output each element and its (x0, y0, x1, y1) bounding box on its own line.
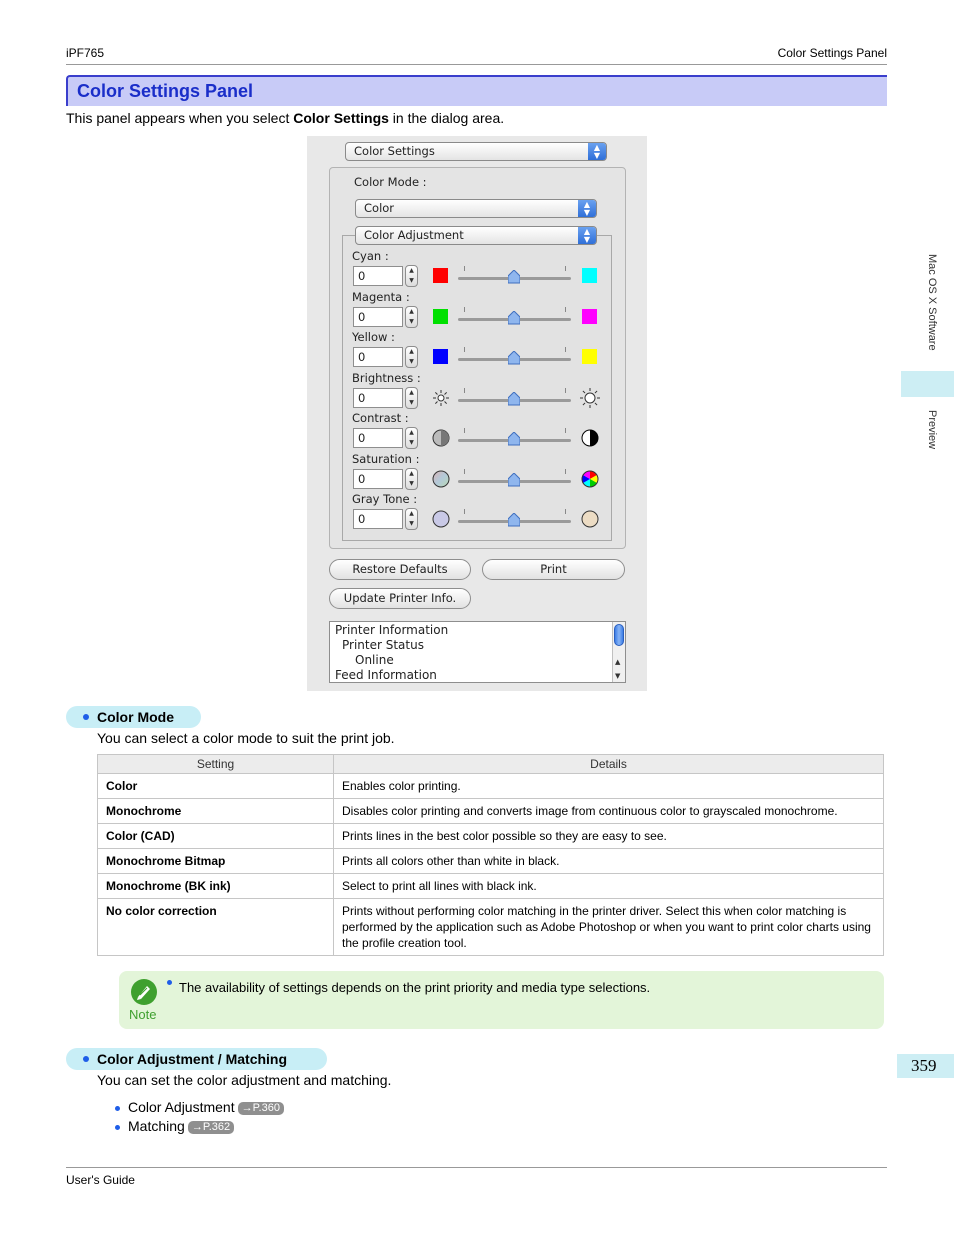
link-color-adjustment[interactable]: Color Adjustment →P.360 (128, 1099, 284, 1115)
table-header-setting: Setting (98, 755, 334, 774)
table-row (98, 774, 884, 799)
table-cell-details: Select to print all lines with black ink. (334, 874, 884, 899)
gray-cool-icon (431, 509, 451, 529)
yellow-swatch-icon (582, 349, 597, 364)
slider-tick (464, 509, 465, 514)
intro-text: This panel appears when you select Color Settings in the dialog area. (66, 110, 505, 126)
color-mode-table (97, 754, 884, 956)
table-cell-setting: Monochrome (98, 799, 334, 824)
slider-tick (565, 347, 566, 352)
bullet-icon (83, 714, 89, 720)
printer-info-list[interactable] (329, 621, 626, 683)
scroll-thumb[interactable] (614, 624, 624, 646)
link-matching[interactable]: Matching →P.362 (128, 1118, 234, 1134)
slider-tick (565, 307, 566, 312)
color-mode-description: You can select a color mode to suit the print job. (97, 730, 395, 746)
slider-thumb[interactable] (508, 432, 520, 446)
table-cell-setting: Color (98, 774, 334, 799)
footer-divider (66, 1167, 887, 1168)
table-header-details: Details (334, 755, 884, 774)
note-box (119, 971, 884, 1029)
table-row (98, 824, 884, 849)
list-item: Printer Status (342, 638, 424, 652)
table-row (98, 849, 884, 874)
slider-thumb[interactable] (508, 392, 520, 406)
header-model: iPF765 (66, 46, 105, 60)
scroll-down-icon[interactable]: ▼ (615, 672, 621, 680)
section-heading-color-adjustment-matching: Color Adjustment / Matching (66, 1048, 327, 1070)
slider-tick (464, 307, 465, 312)
slider-tick (464, 266, 465, 271)
color-mode-label: Color Mode : (354, 175, 427, 189)
page-title: Color Settings Panel (77, 81, 254, 101)
green-swatch-icon (433, 309, 448, 324)
blue-swatch-icon (433, 349, 448, 364)
slider-label: Yellow : (352, 330, 395, 344)
page-title-bar (66, 75, 887, 106)
intro-bold: Color Settings (293, 110, 389, 126)
sun-large-icon (580, 388, 600, 408)
slider-thumb[interactable] (508, 311, 520, 325)
page-ref-badge[interactable]: →P.362 (188, 1121, 234, 1134)
note-text: The availability of settings depends on the print priority and media type selections. (179, 980, 651, 995)
contrast-low-icon (431, 428, 451, 448)
table-cell-details: Prints lines in the best color possible so they are easy to see. (334, 824, 884, 849)
slider-value-field[interactable]: 0 (353, 347, 403, 367)
popup-arrows-icon: ▲ ▼ (578, 227, 596, 244)
table-cell-setting: Color (CAD) (98, 824, 334, 849)
section-heading-color-mode: Color Mode (66, 706, 201, 728)
slider-value-field[interactable]: 0 (353, 469, 403, 489)
value-stepper[interactable]: ▲ ▼ (405, 508, 418, 530)
scroll-up-icon[interactable]: ▲ (615, 658, 621, 666)
page-ref-badge[interactable]: →P.360 (238, 1102, 284, 1115)
update-printer-info-button[interactable]: Update Printer Info. (329, 588, 471, 609)
list-scrollbar[interactable] (612, 622, 625, 682)
value-stepper[interactable]: ▲ ▼ (405, 265, 418, 287)
list-item: Printer Information (335, 623, 449, 637)
table-cell-details: Prints all colors other than white in black. (334, 849, 884, 874)
slider-tick (565, 428, 566, 433)
value-stepper[interactable]: ▲ ▼ (405, 306, 418, 328)
slider-tick (464, 469, 465, 474)
value-stepper[interactable]: ▲ ▼ (405, 468, 418, 490)
slider-tick (565, 388, 566, 393)
slider-label: Cyan : (352, 249, 389, 263)
slider-tick (565, 509, 566, 514)
popup-arrows-icon: ▲ ▼ (578, 200, 596, 217)
slider-tick (565, 266, 566, 271)
slider-value-field[interactable]: 0 (353, 307, 403, 327)
table-row (98, 799, 884, 824)
slider-value-field[interactable]: 0 (353, 388, 403, 408)
slider-label: Magenta : (352, 289, 410, 304)
list-item: Online (355, 653, 394, 667)
saturation-low-icon (431, 469, 451, 489)
table-cell-details: Disables color printing and converts image from continuous color to grayscaled monochrome. (334, 799, 884, 824)
contrast-high-icon (580, 428, 600, 448)
pencil-icon (131, 979, 157, 1005)
page-number: 359 (897, 1054, 954, 1078)
color-adjustment-popup[interactable]: Color Adjustment ▲ ▼ (355, 226, 597, 245)
slider-value-field[interactable]: 0 (353, 509, 403, 529)
slider-label: Contrast : (352, 411, 409, 425)
side-tab-preview[interactable]: Preview (926, 410, 938, 450)
slider-label: Saturation : (352, 451, 420, 466)
slider-value-field[interactable]: 0 (353, 266, 403, 286)
footer-text: User's Guide (66, 1173, 135, 1187)
slider-thumb[interactable] (508, 513, 520, 527)
side-tab-indicator (901, 371, 954, 397)
print-button[interactable]: Print (482, 559, 625, 580)
header-divider (66, 64, 887, 65)
value-stepper[interactable]: ▲ ▼ (405, 387, 418, 409)
bullet-icon (167, 980, 172, 985)
panel-select-popup[interactable]: Color Settings ▲ ▼ (345, 142, 607, 161)
color-mode-popup[interactable]: Color ▲ ▼ (355, 199, 597, 218)
slider-tick (464, 347, 465, 352)
slider-tick (464, 388, 465, 393)
table-cell-setting: No color correction (98, 899, 334, 956)
bullet-icon (83, 1056, 89, 1062)
table-cell-details: Enables color printing. (334, 774, 884, 799)
sun-small-icon (431, 388, 451, 408)
restore-defaults-button[interactable]: Restore Defaults (329, 559, 471, 580)
table-cell-details: Prints without performing color matching in the printer driver. Select this when color matching is performed by the application such as Adobe Photoshop or when you want to print color charts using the profile creation tool. (334, 899, 884, 956)
magenta-swatch-icon (582, 309, 597, 324)
slider-thumb[interactable] (508, 473, 520, 487)
header-section: Color Settings Panel (777, 46, 887, 60)
gray-warm-icon (580, 509, 600, 529)
value-stepper[interactable]: ▲ ▼ (405, 346, 418, 368)
slider-label: Gray Tone : (352, 492, 418, 506)
bullet-icon (115, 1106, 120, 1111)
popup-arrows-icon: ▲ ▼ (588, 143, 606, 160)
slider-tick (464, 428, 465, 433)
adjustment-description: You can set the color adjustment and matching. (97, 1072, 392, 1088)
note-label: Note (129, 1007, 157, 1022)
table-row (98, 874, 884, 899)
slider-tick (565, 469, 566, 474)
side-tab-mac-os-x-software[interactable]: Mac OS X Software (926, 253, 938, 351)
slider-thumb[interactable] (508, 351, 520, 365)
slider-value-field[interactable]: 0 (353, 428, 403, 448)
list-item: Feed Information (335, 668, 437, 682)
table-cell-setting: Monochrome Bitmap (98, 849, 334, 874)
slider-label: Brightness : (352, 370, 421, 385)
bullet-icon (115, 1125, 120, 1130)
saturation-high-icon (580, 469, 600, 489)
slider-thumb[interactable] (508, 270, 520, 284)
cyan-swatch-icon (582, 268, 597, 283)
color-settings-dialog (307, 136, 647, 691)
table-cell-setting: Monochrome (BK ink) (98, 874, 334, 899)
table-row (98, 899, 884, 956)
value-stepper[interactable]: ▲ ▼ (405, 427, 418, 449)
red-swatch-icon (433, 268, 448, 283)
